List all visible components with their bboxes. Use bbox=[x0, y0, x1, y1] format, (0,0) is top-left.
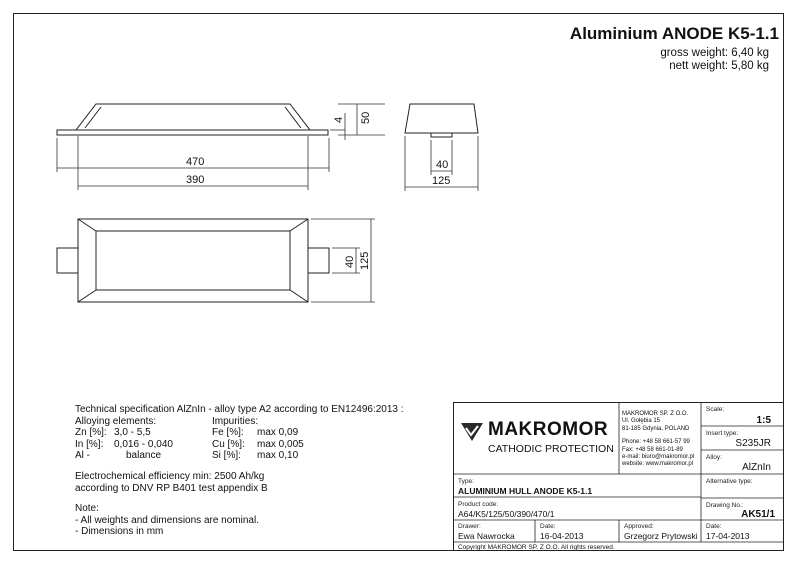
dim-insert-width-plan: 40 bbox=[344, 255, 356, 268]
logo-subtitle: CATHODIC PROTECTION bbox=[488, 443, 614, 455]
dim-body-height: 50 bbox=[360, 111, 372, 124]
note-1: - All weights and dimensions are nominal. bbox=[75, 514, 259, 526]
spec-row: Zn [%]: 3,0 - 5,5 Fe [%]: max 0,09 bbox=[75, 427, 299, 439]
spec-row: Al - balance Si [%]: max 0,10 bbox=[75, 450, 299, 462]
plan-view bbox=[57, 219, 329, 302]
alloying-label: Alloying elements: bbox=[75, 415, 157, 427]
copyright: Copyright MAKROMOR SP. Z O.O. All rights reserved. bbox=[458, 544, 615, 551]
end-view bbox=[405, 104, 478, 137]
drawing-title: Aluminium ANODE K5-1.1 bbox=[569, 24, 779, 43]
scale-label: Scale: bbox=[706, 406, 725, 413]
dim-insert-thickness: 4 bbox=[333, 116, 345, 123]
note-2: - Dimensions in mm bbox=[75, 526, 164, 538]
efficiency-line-1: Electrochemical efficiency min: 2500 Ah/kg bbox=[75, 470, 265, 482]
alternative-type-label: Alternative type: bbox=[706, 478, 753, 485]
dim-total-length: 470 bbox=[186, 156, 205, 168]
technical-specification bbox=[75, 404, 404, 538]
insert-value: S235JR bbox=[735, 438, 771, 449]
drawing-no-label: Drawing No.: bbox=[706, 502, 744, 509]
approved-label: Approved: bbox=[624, 523, 654, 530]
impurities-label: Impurities: bbox=[212, 415, 259, 427]
dimension-lines bbox=[57, 104, 478, 302]
date-label-2: Date: bbox=[706, 523, 722, 530]
drawer-label: Drawer: bbox=[458, 523, 481, 530]
date-value-1: 16-04-2013 bbox=[540, 531, 584, 541]
date-value-2: 17-04-2013 bbox=[706, 531, 750, 541]
type-value: ALUMINIUM HULL ANODE K5-1.1 bbox=[458, 486, 593, 496]
makromor-logo-icon bbox=[460, 419, 484, 443]
dim-body-width-side: 125 bbox=[432, 175, 451, 187]
spec-heading: Technical specification AlZnIn - alloy type A2 according to EN12496:2013 : bbox=[75, 404, 404, 415]
dim-body-width-plan: 125 bbox=[359, 251, 371, 270]
alloy-value: AlZnIn bbox=[742, 462, 771, 473]
date-label-1: Date: bbox=[540, 523, 556, 530]
scale-value: 1:5 bbox=[756, 415, 771, 426]
gross-weight: gross weight: 6,40 kg bbox=[660, 47, 769, 59]
note-title: Note: bbox=[75, 503, 99, 515]
logo-name: MAKROMOR bbox=[488, 419, 609, 440]
drawing-no-value: AK51/1 bbox=[741, 509, 775, 520]
side-view bbox=[57, 104, 328, 135]
product-code-value: A64/K5/125/50/390/470/1 bbox=[458, 509, 555, 519]
alloy-label: Alloy: bbox=[706, 454, 722, 461]
title-block bbox=[453, 402, 784, 551]
drawer-value: Ewa Nawrocka bbox=[458, 531, 515, 541]
product-code-label: Product code: bbox=[458, 501, 499, 508]
spec-row: In [%]: 0,016 - 0,040 Cu [%]: max 0,005 bbox=[75, 438, 304, 450]
nett-weight: nett weight: 5,80 kg bbox=[669, 60, 769, 72]
efficiency-line-2: according to DNV RP B401 test appendix B bbox=[75, 482, 268, 494]
type-label: Type: bbox=[458, 478, 474, 485]
dim-body-length: 390 bbox=[186, 174, 205, 186]
dim-insert-width-side: 40 bbox=[436, 159, 449, 171]
approved-value: Grzegorz Prytowski bbox=[624, 531, 698, 541]
company-info: MAKROMOR SP. Z O.O. Ul. Gołębia 15 81-185 Gdynia, POLAND Phone: +48 58 661-57 99 Fax: +48 58 661-01-89 e-mail: biuro@makromor.pl website: www.makromor.pl bbox=[622, 411, 695, 468]
insert-label: Insert type: bbox=[706, 430, 739, 437]
